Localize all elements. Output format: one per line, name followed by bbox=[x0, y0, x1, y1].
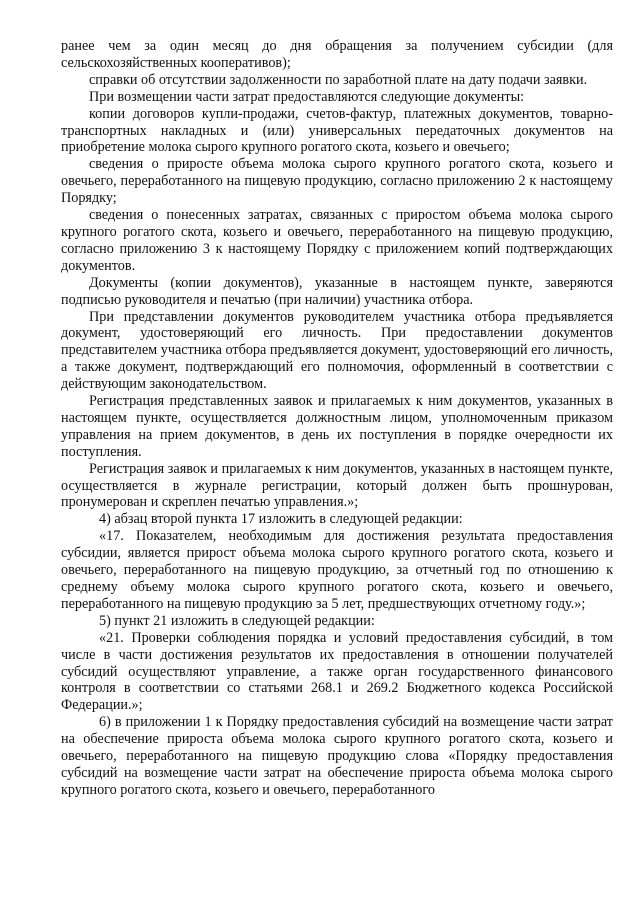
paragraph-point-21: «21. Проверки соблюдения порядка и условий предоставления субсидий, в том числе в части достижения результатов их предоставления в отношении получателей субсидий осуществляют управление, а также орган государственного финансового контроля в соответствии со статьями 268.1 и 269.2 Бюджетного кодекса Российской Федерации.»; bbox=[61, 629, 613, 714]
paragraph-milk-growth-info: сведения о приросте объема молока сырого крупного рогатого скота, козьего и овечьего, переработанного на пищевую продукцию, согласно приложению 2 к настоящему Порядку; bbox=[61, 156, 613, 207]
paragraph-document-certification: Документы (копии документов), указанные в настоящем пункте, заверяются подписью руководителя и печатью (при наличии) участника отбора. bbox=[61, 274, 613, 308]
paragraph-amendment-4: 4) абзац второй пункта 17 изложить в следующей редакции: bbox=[99, 511, 463, 528]
paragraph-contract-copies: копии договоров купли-продажи, счетов-фактур, платежных документов, товарно-транспортных накладных и (или) универсальных передаточных документов на приобретение молока сырого крупного рогатого скота, козьего и овечьего; bbox=[61, 105, 613, 156]
paragraph-amendment-6: 6) в приложении 1 к Порядку предоставления субсидий на возмещение части затрат на обеспечение прироста объема молока сырого крупного рогатого скота, козьего и овечьего, переработанного на пищевую продукцию слова «Порядку предоставления субсидий на возмещение части затрат на обеспечение прироста объема молока сырого крупного рогатого скота, козьего и овечьего, переработанного bbox=[61, 714, 613, 798]
paragraph-cost-documents-intro: При возмещении части затрат предоставляются следующие документы: bbox=[89, 88, 525, 105]
paragraph-amendment-5: 5) пункт 21 изложить в следующей редакции: bbox=[99, 612, 375, 629]
paragraph-point-17: «17. Показателем, необходимым для достижения результата предоставления субсидии, является прирост объема молока сырого крупного рогатого скота, козьего и овечьего, переработанного на пищевую продукцию, за отчетный год по отношению к среднему объему молока сырого крупного рогатого скота, козьего и овечьего, переработанного на пищевую продукцию за 5 лет, предшествующих отчетному году.»; bbox=[61, 528, 613, 612]
paragraph-registration-journal: Регистрация заявок и прилагаемых к ним документов, указанных в настоящем пункте, осуществляется в журнале регистрации, который должен быть прошнурован, пронумерован и скреплен печатью управления.»; bbox=[61, 460, 613, 511]
paragraph-costs-info: сведения о понесенных затратах, связанных с приростом объема молока сырого крупного рогатого скота, козьего и овечьего, переработанного на пищевую продукцию, согласно приложению 3 к настоящему Порядку с приложением копий подтверждающих документов. bbox=[61, 207, 613, 274]
paragraph-identity-documents: При представлении документов руководителем участника отбора предъявляется документ, удостоверяющий его личность. При предоставлении документов представителем участника отбора предъявляется документ, удостоверяющий его личность, а также документ, подтверждающий его полномочия, оформленный в соответствии с действующим законодательством. bbox=[61, 308, 613, 393]
paragraph-continued-deadline: ранее чем за один месяц до дня обращения за получением субсидии (для сельскохозяйственных кооперативов); bbox=[61, 38, 613, 71]
paragraph-registration-official: Регистрация представленных заявок и прилагаемых к ним документов, указанных в настоящем пункте, осуществляется должностным лицом, уполномоченным приказом управления на прием документов, в день их поступления в порядке очередности их поступления. bbox=[61, 393, 613, 460]
paragraph-salary-debt-certificate: справки об отсутствии задолженности по заработной плате на дату подачи заявки. bbox=[89, 71, 588, 88]
document-page bbox=[61, 38, 613, 799]
